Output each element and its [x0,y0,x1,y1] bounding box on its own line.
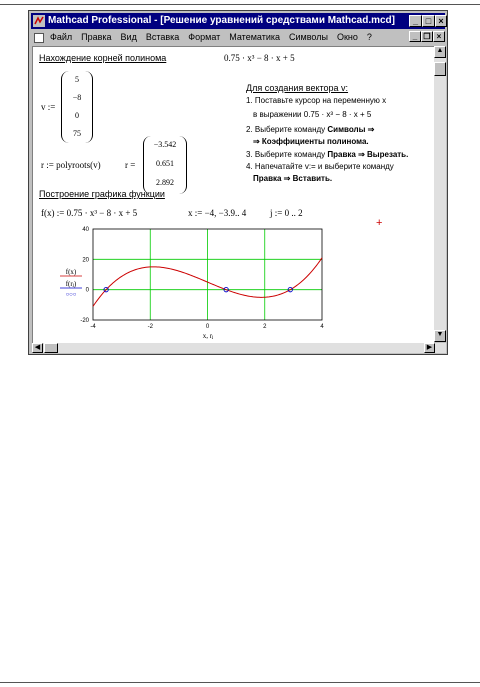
v-vector[interactable] [61,71,93,143]
step-1-line-a: 1. Поставьте курсор на переменную x [246,96,387,105]
heading-graph: Построение графика функции [39,189,165,199]
r-element-1: 0.651 [156,159,174,168]
y-tick-labels [80,227,89,324]
scroll-up-button[interactable]: ▲ [434,46,446,58]
doc-restore-button[interactable]: ❐ [421,31,433,42]
menu-edit[interactable]: Правка [81,32,112,42]
y-tick-2: 0 [85,287,89,294]
plot-grid [93,229,322,320]
r-vector[interactable] [143,136,187,194]
menu-view[interactable]: Вид [120,32,137,42]
vertical-scrollbar[interactable] [434,46,446,342]
close-button[interactable]: × [435,15,447,27]
step-4-line-a: 4. Напечатайте v:= и выберите команду [246,162,394,171]
y-tick-3: -20 [80,318,89,324]
document-icon[interactable] [34,33,44,43]
menu-help[interactable]: ? [366,32,372,42]
menu-format[interactable]: Формат [188,32,221,42]
x-tick-4: 4 [320,324,324,330]
horizontal-scrollbar[interactable] [32,343,446,353]
ylabel-marker: ○○○ [65,292,77,298]
x-range-definition[interactable]: x := −4, −3.9.. 4 [188,208,247,218]
r-definition[interactable]: r := polyroots(v) [41,160,101,170]
step-4-line-b: Правка ⇒ Вставить. [253,174,333,183]
minimize-button[interactable]: _ [409,15,422,27]
v-element-1: −8 [72,93,82,102]
step-2-line-a: 2. Выберите команду Символы ⇒ [246,125,375,134]
scroll-left-button[interactable]: ◀ [32,343,43,353]
scroll-down-button[interactable]: ▼ [434,330,446,342]
r-element-0: −3.542 [153,140,177,149]
maximize-button[interactable]: □ [422,15,435,27]
polynomial-expression[interactable]: 0.75 · x³ − 8 · x + 5 [224,53,295,63]
x-tick-1: -2 [147,324,153,330]
ylabel-top: f(x) [65,268,77,276]
mathcad-window [28,10,448,355]
page-top-rule [0,4,480,5]
r-equals[interactable]: r = [125,160,136,170]
x-tick-labels [90,324,324,330]
y-tick-1: 20 [82,257,89,264]
v-definition[interactable]: v := [41,102,56,112]
x-tick-3: 2 [263,324,267,330]
vertical-scroll-thumb[interactable] [434,62,446,76]
menu-window[interactable]: Окно [336,32,358,42]
menu-bar [31,30,445,45]
window-title: Mathcad Professional - [Решение уравнений средствами Mathcad.mcd] [48,15,395,26]
f-definition[interactable]: f(x) := 0.75 · x³ − 8 · x + 5 [41,208,138,218]
doc-minimize-button[interactable]: _ [409,31,421,42]
xlabel: x, rⱼ [202,332,214,340]
step-2-line-b: ⇒ Коэффициенты полинома. [253,137,369,146]
menu-file[interactable]: Файл [50,32,73,42]
scroll-right-button[interactable]: ▶ [424,343,435,353]
step-1-line-b: в выражении 0.75 · x³ − 8 · x + 5 [253,110,372,119]
step-3-line: 3. Выберите команду Правка ⇒ Вырезать. [246,150,409,159]
worksheet[interactable] [32,46,434,343]
menu-symbolics[interactable]: Символы [289,32,328,42]
x-tick-0: -4 [90,324,96,330]
v-element-2: 0 [75,111,79,120]
x-tick-2: 0 [205,324,210,330]
y-tick-0: 40 [82,227,89,233]
horizontal-scroll-thumb[interactable] [44,343,58,353]
r-element-2: 2.892 [156,178,174,187]
page-bottom-rule [0,682,480,683]
ylabel-bottom: f(rⱼ) [65,280,77,288]
crosshair-cursor: + [376,217,383,229]
doc-close-button[interactable]: × [433,31,445,42]
menu-math[interactable]: Математика [229,32,280,42]
v-element-0: 5 [75,75,79,84]
j-range-definition[interactable]: j := 0 .. 2 [270,208,303,218]
menu-insert[interactable]: Вставка [145,32,180,42]
v-element-3: 75 [73,129,81,138]
instructions-title: Для создания вектора v: [246,83,349,93]
title-bar[interactable] [31,13,445,29]
heading-roots: Нахождение корней полинома [39,53,167,63]
mathcad-app-icon [33,15,45,27]
function-plot[interactable] [38,222,338,342]
